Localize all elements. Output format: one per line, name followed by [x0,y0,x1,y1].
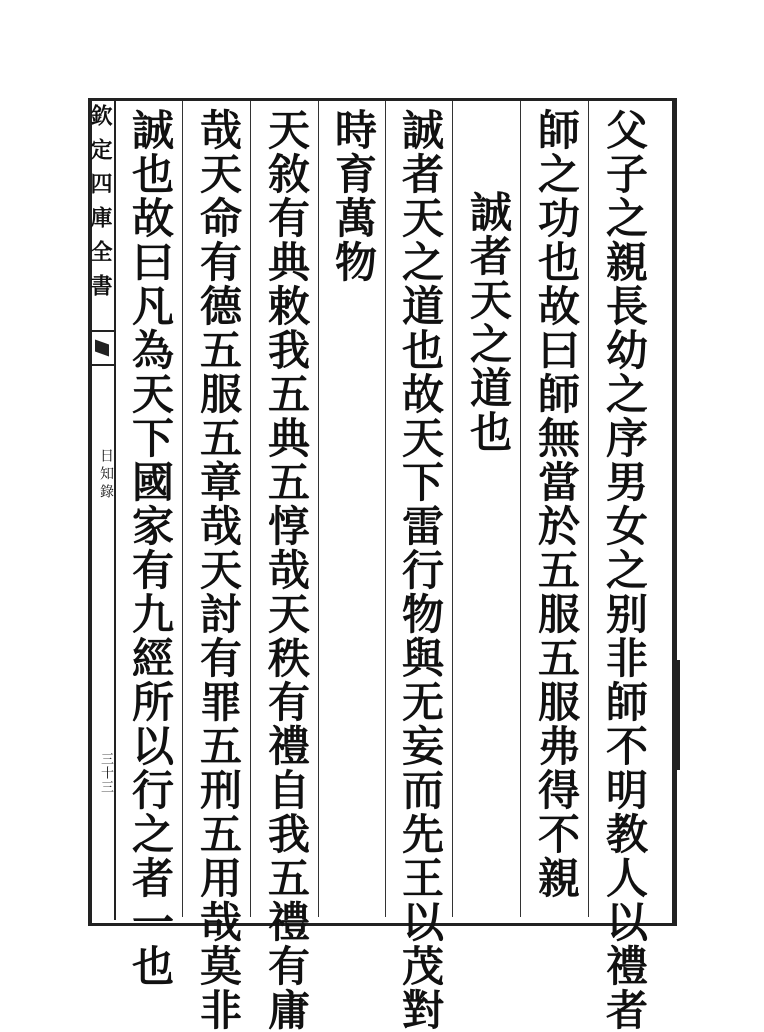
text-column-3-heading: 誠者天之道也 [464,190,513,454]
page-number: 三十三 [98,752,113,794]
text-column-4: 誠者天之道也故天下雷行物與无妄而先王以茂對 [396,108,445,1032]
column-rule [520,101,521,917]
column-rule [182,101,183,917]
collection-title: 欽定四庫全書 [87,104,113,308]
column-rule [318,101,319,917]
fishtail-marker [89,330,116,366]
binding-edge-mark [674,660,680,770]
text-column-2: 師之功也故曰師無當於五服五服弗得不親 [532,108,581,900]
text-column-8: 誠也故曰凡為天下國家有九經所以行之者一也 [126,108,175,988]
text-column-1: 父子之親長幼之序男女之别非師不明教人以禮者 [600,108,649,1032]
text-column-6: 天敘有典敕我五典五惇哉天秩有禮自我五禮有庸 [262,108,311,1032]
column-rule [452,101,453,917]
column-rule [385,101,386,917]
column-rule [588,101,589,917]
text-column-5: 時育萬物 [329,108,378,284]
text-column-7: 哉天命有德五服五章哉天討有罪五刑五用哉莫非 [194,108,243,1032]
column-rule [250,101,251,917]
book-title: 日知錄 [98,448,114,502]
